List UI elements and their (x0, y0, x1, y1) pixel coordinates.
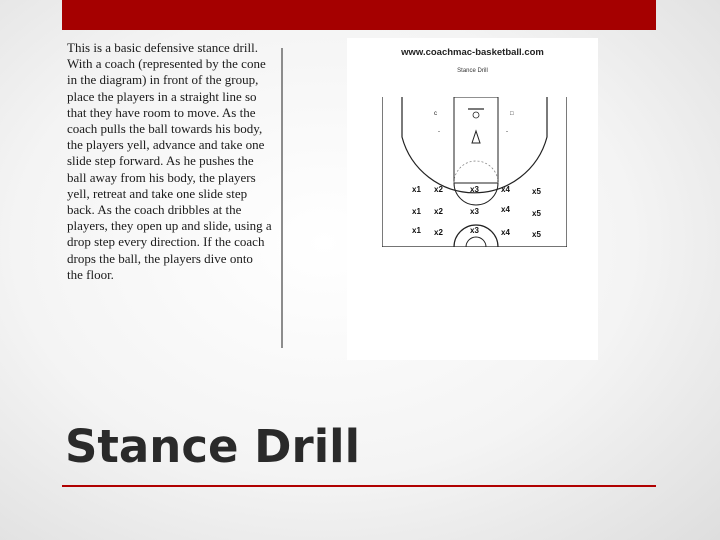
body-text: This is a basic defensive stance drill. With a coach (represented by the cone in the diagram) in front of the group, place the players in a straight line so that they have room to move. As the coach pulls the ball towards his body, the players yell, advance and take one slide step forward. As he pushes the ball away from his body, the players yell, retreat and take one slide step back. As the coach dribbles at the players, they open up and slide, using a drop step every direction. If the coach drops the ball, the players dive onto the floor. (67, 40, 272, 282)
diagram-caption: Stance Drill (457, 68, 488, 74)
lane-mark-left: c (434, 111, 437, 117)
player-label: x5 (532, 187, 541, 196)
player-label: x3 (470, 185, 479, 194)
player-label: x1 (412, 185, 421, 194)
slide-title: Stance Drill (65, 420, 361, 473)
player-label: x4 (501, 205, 510, 214)
drill-diagram (347, 38, 598, 360)
player-label: x4 (501, 228, 510, 237)
player-label: x4 (501, 185, 510, 194)
free-throw-circle-dashed (454, 161, 498, 183)
player-label: x2 (434, 228, 443, 237)
player-label: x1 (412, 207, 421, 216)
hoop (473, 112, 479, 118)
player-label: x2 (434, 207, 443, 216)
lane-tick-right: - (506, 129, 508, 135)
player-label: x3 (470, 226, 479, 235)
vertical-divider (281, 48, 283, 348)
player-label: x1 (412, 226, 421, 235)
title-underline (62, 485, 656, 487)
lane-mark-right: □ (510, 111, 514, 117)
site-url: www.coachmac-basketball.com (401, 47, 544, 58)
court-diagram (382, 97, 567, 247)
three-point-arc (402, 97, 547, 193)
top-accent-bar (62, 0, 656, 30)
cone-icon (472, 131, 480, 143)
player-label: x3 (470, 207, 479, 216)
center-circle-inner (466, 237, 486, 247)
player-label: x2 (434, 185, 443, 194)
player-label: x5 (532, 230, 541, 239)
lane-tick-left: - (438, 129, 440, 135)
player-label: x5 (532, 209, 541, 218)
